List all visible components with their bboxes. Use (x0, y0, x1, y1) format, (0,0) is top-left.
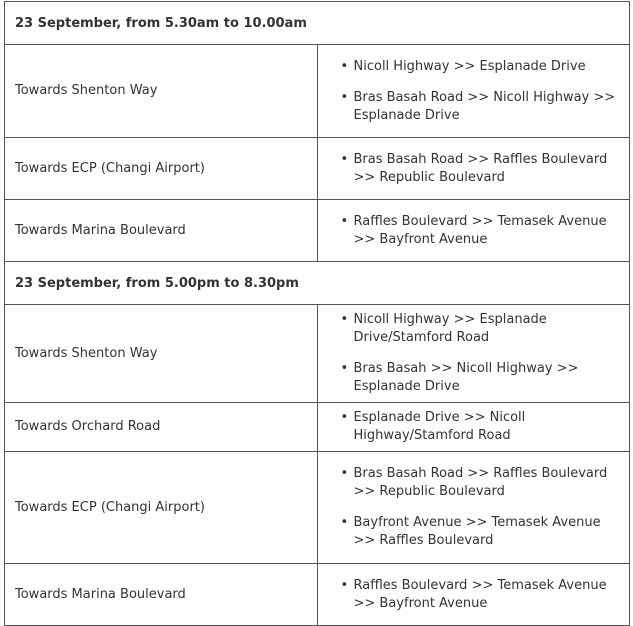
route-item (340, 465, 620, 501)
table-row (5, 564, 630, 626)
routes-cell (317, 200, 630, 262)
routes-cell (317, 45, 630, 138)
route-text: Raffles Boulevard >> Temasek Avenue >> Bayfront Avenue (353, 213, 607, 247)
bullet-icon: • (340, 89, 349, 105)
bullet-icon: • (340, 515, 349, 530)
table-row (5, 200, 630, 262)
direction-cell: Towards Shenton Way (5, 305, 318, 403)
table-row (5, 305, 630, 403)
route-item (340, 151, 620, 187)
route-list (340, 213, 620, 249)
route-text: Bras Basah Road >> Nicoll Highway >> Esplanade Drive (353, 89, 616, 123)
routes-cell (317, 564, 630, 626)
route-text: Bras Basah Road >> Raffles Boulevard >> Republic Boulevard (353, 151, 608, 185)
routes-cell (317, 403, 630, 452)
route-text: Esplanade Drive >> Nicoll Highway/Stamford Road (353, 410, 526, 443)
bullet-icon: • (340, 577, 349, 593)
bullet-icon: • (340, 466, 349, 481)
table-row (5, 452, 630, 564)
route-item (340, 58, 620, 76)
route-list (340, 58, 620, 125)
bullet-icon: • (340, 213, 349, 229)
route-item (340, 89, 620, 125)
routes-cell (317, 452, 630, 564)
route-list (340, 151, 620, 187)
route-text: Nicoll Highway >> Esplanade Drive (353, 58, 586, 74)
route-list (340, 577, 620, 613)
route-item (340, 213, 620, 249)
direction-cell: Towards Marina Boulevard (5, 200, 318, 262)
route-item (340, 360, 620, 396)
bullet-icon: • (340, 151, 349, 167)
direction-cell: Towards Marina Boulevard (5, 564, 318, 626)
routes-cell (317, 138, 630, 200)
route-list (340, 409, 620, 445)
route-text: Raffles Boulevard >> Temasek Avenue >> Bayfront Avenue (353, 577, 607, 611)
table-body (5, 2, 630, 626)
route-item (340, 514, 620, 550)
route-list (340, 311, 620, 396)
section-header-row (5, 2, 630, 45)
route-list (340, 465, 620, 550)
direction-cell: Towards ECP (Changi Airport) (5, 452, 318, 564)
table-row (5, 45, 630, 138)
routes-cell (317, 305, 630, 403)
direction-cell: Towards Orchard Road (5, 403, 318, 452)
route-item (340, 577, 620, 613)
section-header: 23 September, from 5.00pm to 8.30pm (5, 262, 630, 305)
route-text: Bayfront Avenue >> Temasek Avenue >> Raffles Boulevard (353, 515, 601, 548)
direction-cell: Towards ECP (Changi Airport) (5, 138, 318, 200)
road-closure-table (4, 1, 630, 626)
bullet-icon: • (340, 361, 349, 376)
section-header: 23 September, from 5.30am to 10.00am (5, 2, 630, 45)
direction-cell: Towards Shenton Way (5, 45, 318, 138)
table-row (5, 138, 630, 200)
table-row (5, 403, 630, 452)
route-item (340, 409, 620, 445)
section-header-row (5, 262, 630, 305)
route-text: Bras Basah >> Nicoll Highway >> Esplanade Drive (353, 361, 579, 394)
route-text: Nicoll Highway >> Esplanade Drive/Stamford Road (353, 312, 547, 345)
bullet-icon: • (340, 58, 349, 74)
bullet-icon: • (340, 312, 349, 327)
bullet-icon: • (340, 410, 349, 425)
route-item (340, 311, 620, 347)
route-text: Bras Basah Road >> Raffles Boulevard >> Republic Boulevard (353, 466, 608, 499)
